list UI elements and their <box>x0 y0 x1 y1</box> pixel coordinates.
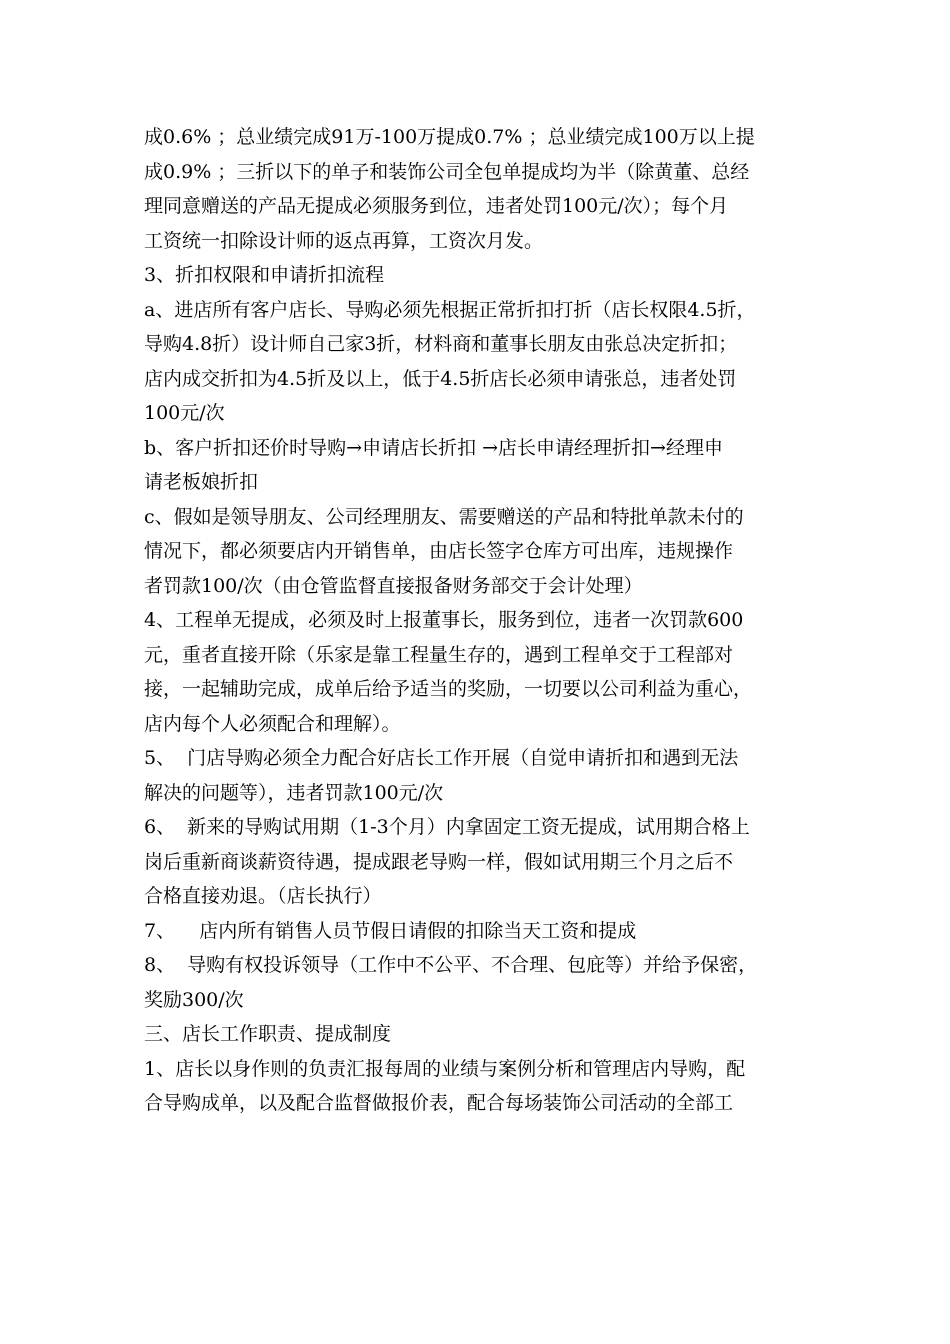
text-line: 理同意赠送的产品无提成必须服务到位，违者处罚100元/次）；每个月 <box>144 195 729 217</box>
text-line: 成0.9% ；三折以下的单子和装饰公司全包单提成均为半（除黄董、总经 <box>144 160 750 183</box>
text-line: 7、 店内所有销售人员节假日请假的扣除当天工资和提成 <box>144 919 637 942</box>
text-line: 岗后重新商谈薪资待遇，提成跟老导购一样，假如试用期三个月之后不 <box>144 850 734 873</box>
text-line: 8、 导购有权投诉领导（工作中不公平、不合理、包庇等）并给予保密， <box>144 954 758 976</box>
text-line: b、客户折扣还价时导购→申请店长折扣 →店长申请经理折扣→经理申 <box>144 436 723 459</box>
text-line: 奖励300/次 <box>144 988 244 1011</box>
document-body <box>144 120 814 1121</box>
text-line: 店内成交折扣为4.5折及以上，低于4.5折店长必须申请张总，违者处罚 <box>144 367 737 390</box>
text-line: c、假如是领导朋友、公司经理朋友、需要赠送的产品和特批单款未付的 <box>144 505 744 528</box>
text-line: 4、工程单无提成，必须及时上报董事长，服务到位，违者一次罚款600 <box>144 609 744 631</box>
text-line: 店内每个人必须配合和理解）。 <box>144 712 401 735</box>
text-line: 解决的问题等），违者罚款100元/次 <box>144 781 444 804</box>
text-line: 100元/次 <box>144 402 225 424</box>
text-line: 导购4.8折）设计师自己家3折，材料商和董事长朋友由张总决定折扣； <box>144 333 738 355</box>
text-line: 合格直接劝退。（店长执行） <box>144 885 382 907</box>
text-line: 成0.6% ；总业绩完成91万-100万提成0.7% ；总业绩完成100万以上提 <box>144 126 755 148</box>
section-heading: 3、折扣权限和申请折扣流程 <box>144 264 385 286</box>
text-line: a、进店所有客户店长、导购必须先根据正常折扣打折（店长权限4.5折， <box>144 298 756 321</box>
section-heading: 三、店长工作职责、提成制度 <box>144 1023 392 1045</box>
text-line: 者罚款100/次（由仓管监督直接报备财务部交于会计处理） <box>144 574 643 597</box>
text-line: 请老板娘折扣 <box>144 471 259 493</box>
text-line: 合导购成单，以及配合监督做报价表，配合每场装饰公司活动的全部工 <box>144 1092 734 1114</box>
text-line: 工资统一扣除设计师的返点再算，工资次月发。 <box>144 229 544 252</box>
text-line: 接，一起辅助完成，成单后给予适当的奖励，一切要以公司利益为重心， <box>144 678 753 700</box>
text-line: 元，重者直接开除（乐家是靠工程量生存的，遇到工程单交于工程部对 <box>144 643 734 666</box>
text-line: 5、 门店导购必须全力配合好店长工作开展（自觉申请折扣和遇到无法 <box>144 747 739 769</box>
text-line: 1、店长以身作则的负责汇报每周的业绩与案例分析和管理店内导购，配 <box>144 1057 746 1080</box>
text-line: 情况下，都必须要店内开销售单，由店长签字仓库方可出库，违规操作 <box>144 540 734 562</box>
text-line: 6、 新来的导购试用期（1-3个月）内拿固定工资无提成，试用期合格上 <box>144 816 750 838</box>
